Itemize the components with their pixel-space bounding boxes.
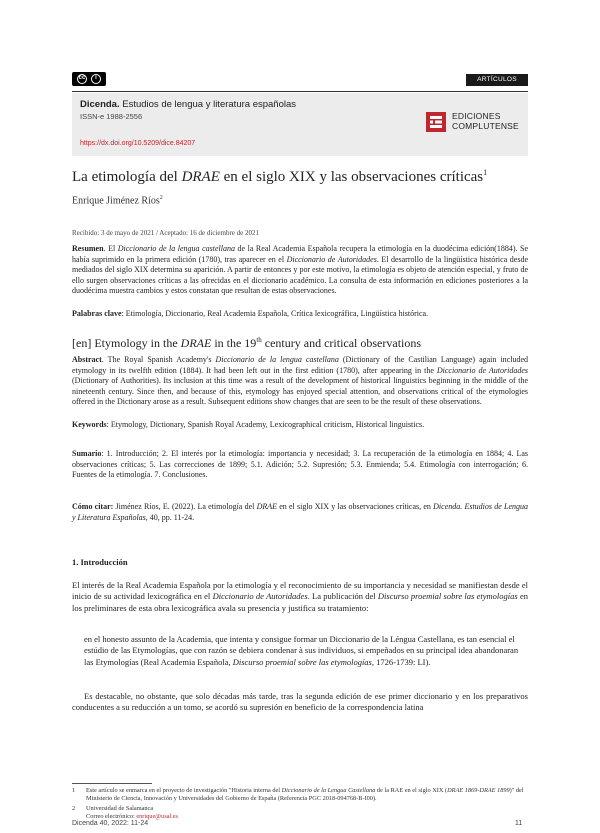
keywords-en: Keywords: Etymology, Dictionary, Spanish Royal Academy, Lexicographical criticism, Historical linguistics.	[72, 420, 425, 429]
author-email-link[interactable]: enrique@usal.es	[136, 813, 179, 821]
footnote-1: 1 Este artículo se enmarca en el proyecto de investigación "Historia interna del Diccionario de la Lengua Castellana de la RAE en el siglo XIX (DRAE 1869-DRAE 1899)" del Ministerio de Ciencia, Innovación y Universidades del Gobierno de España (Referencia PGC 2018-094768-B-I00).	[72, 787, 524, 803]
by-icon: i	[91, 74, 101, 84]
issn: ISSN-e 1988-2556	[80, 112, 143, 121]
footnote-divider	[72, 783, 152, 784]
english-title: [en] Etymology in the DRAE in the 19th century and critical observations	[72, 336, 422, 350]
article-type-badge: ARTÍCULOS	[466, 74, 528, 86]
page-footer-citation: Dicenda 40, 2022: 11-24	[72, 820, 149, 827]
block-quote: en el honesto assunto de la Academia, que intenta y consigue formar un Diccionario de la Léngua Castellana, es tan esencial el estúdio de las Etymologías, que con razón se debiera condenar à sus individuos, si empeñados en su principal idea abandonaran las Etymologías (Real Academia Española, Discurso proemial sobre las etymologías, 1726-1739: LI).	[84, 634, 519, 667]
article-title: La etimología del DRAE en el siglo XIX y las observaciones críticas$^1$	[72, 168, 488, 185]
publisher-name: EDICIONES COMPLUTENSE	[452, 111, 519, 131]
section-heading: 1. Introducción	[72, 557, 128, 567]
summary: Sumario: 1. Introducción; 2. El interés por la etimología: importancia y necesidad; 3. La recuperación de la etimología en 1884; 4. Las observaciones críticas; 5. Las correcciones de 1899; 5.1. Adición; 5.2. Supresión; 5.3. Enmienda; 5.4. Etimología con interrogación; 6. Fuentes de la etimología. 7. Conclusiones.	[72, 449, 528, 480]
doi-link[interactable]: https://dx.doi.org/10.5209/dice.84207	[80, 140, 196, 147]
page-number: 11	[515, 820, 523, 827]
received-accepted-dates: Recibido: 3 de mayo de 2021 / Aceptado: 16 de diciembre de 2021	[72, 229, 260, 237]
publisher-logo-icon	[426, 112, 446, 132]
author-name: Enrique Jiménez Ríos$^2$	[72, 195, 163, 207]
cc-icon: cc	[77, 74, 87, 84]
footnote-2: 2 Universidad de Salamanca Correo electrónico: enrique@usal.es	[72, 805, 179, 821]
abstract-es: Resumen. El Diccionario de la lengua castellana de la Real Academia Española recupera la etimología en la duodécima edición(1884). Se había suprimido en la primera edición (1780), tras aparecer en el Diccionario de Autoridades. El desarrollo de la lingüística histórica desde mediados del siglo XIX determina su aparición. A partir de entonces y por este motivo, la etimología es objeto de atención especial, y fruto de ello surgen observaciones críticas a las ofrecidas en el diccionario académico. La consulta de esta información en ediciones posteriores a la duodécima muestra cambios y estos constatan que resultan de estas observaciones.	[72, 244, 529, 296]
body-paragraph: El interés de la Real Academia Española por la etimología y el reconocimiento de su importancia y necesidad se manifiestan desde el inicio de su actividad lexicográfica en el Diccionario de Autoridades. La publicación del Discurso proemial sobre las etymologías en los preliminares de esta obra lexicográfica avala su presencia y justifica su tratamiento:	[72, 580, 528, 613]
keywords-es: Palabras clave: Etimología, Diccionario, Real Academia Española, Crítica lexicográfica, Lingüística histórica.	[72, 309, 429, 318]
citation: Cómo citar: Jiménez Ríos, E. (2022). La etimología del DRAE en el siglo XIX y las observaciones críticas, en Dicenda. Estudios de Lengua y Literatura Españolas, 40, pp. 11-24.	[72, 502, 529, 522]
journal-title: Dicenda. Estudios de lengua y literatura españolas	[80, 99, 297, 110]
body-paragraph: Es destacable, no obstante, que solo décadas más tarde, tras la segunda edición de ese primer diccionario y en los preparativos conducentes a su reducción a un tomo, se acordó su supresión en beneficio de la correspondencia latina	[72, 691, 528, 713]
header-divider	[72, 91, 528, 92]
abstract-en: Abstract. The Royal Spanish Academy's Diccionario de la lengua castellana (Dictionary of the Castilian Language) again included etymology in its twelfth edition (1884). It had been left out in the first edition (1780), after appearing in the Diccionario de Autoridades (Dictionary of Authorities). Its inclusion at this time was a result of the development of historical linguistics beginning in the middle of the nineteenth century. Since then, and because of this, etymology has enjoyed special attention, and observations critical of the etymologies offered in the Dictionary arose as a result. Subsequent editions show changes that are seen to be the result of these observations.	[72, 355, 528, 407]
cc-license-badge[interactable]	[72, 72, 106, 86]
